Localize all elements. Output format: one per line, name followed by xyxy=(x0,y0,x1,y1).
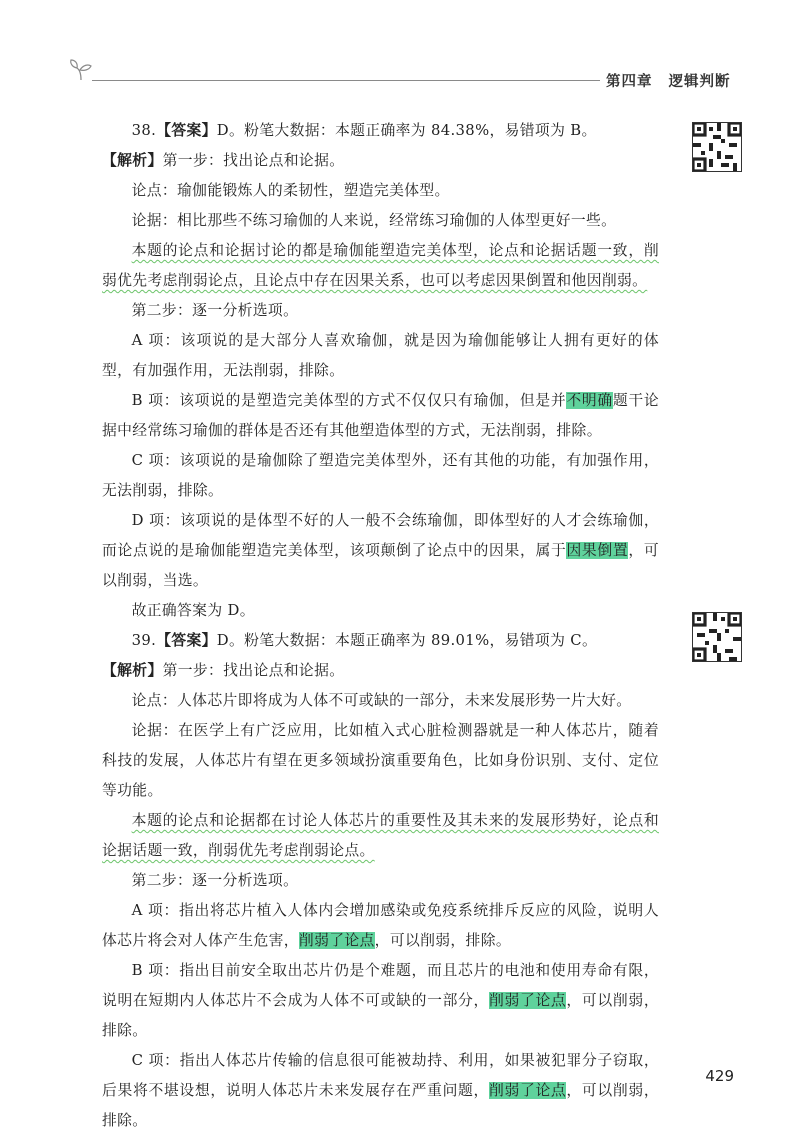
analysis-label: 【解析】 xyxy=(102,152,163,169)
qr-code-icon[interactable] xyxy=(692,122,742,172)
chapter-title: 逻辑判断 xyxy=(668,74,731,90)
q38-claim: 论点：瑜伽能锻炼人的柔韧性，塑造完美体型。 xyxy=(131,182,450,199)
q38-conclusion: 故正确答案为 D。 xyxy=(131,602,255,619)
q39-relation: 本题的论点和论据都在讨论人体芯片的重要性及其未来的发展形势好，论点和论据话题一致，削弱优先考虑削弱论点。 xyxy=(102,812,659,859)
highlight: 因果倒置 xyxy=(566,542,629,559)
q39-claim: 论点：人体芯片即将成为人体不可或缺的一部分，未来发展形势一片大好。 xyxy=(131,692,632,709)
q39-analysis: 【解析】第一步：找出论点和论据。 xyxy=(102,662,345,679)
analysis-label: 【解析】 xyxy=(102,662,163,679)
chapter-number: 第四章 xyxy=(606,74,653,90)
q38-analysis: 【解析】第一步：找出论点和论据。 xyxy=(102,152,345,169)
q38-option-d: D 项：该项说的是体型不好的人一般不会练瑜伽，即体型好的人才会练瑜伽，而论点说的是瑜伽能塑造完美体型，该项颠倒了论点中的因果，属于因果倒置，可以削弱，当选。 xyxy=(102,512,660,589)
q39-option-b: B 项：指出目前安全取出芯片仍是个难题，而且芯片的电池和使用寿命有限，说明在短期内人体芯片不会成为人体不可或缺的一部分，削弱了论点，可以削弱，排除。 xyxy=(102,962,659,1039)
highlight: 削弱了论点 xyxy=(489,992,567,1009)
q38-step2: 第二步：逐一分析选项。 xyxy=(131,302,299,319)
q38-relation: 本题的论点和论据讨论的都是瑜伽能塑造完美体型，论点和论据话题一致，削弱优先考虑削弱论点，且论点中存在因果关系，也可以考虑因果倒置和他因削弱。 xyxy=(102,242,659,289)
highlight: 削弱了论点 xyxy=(489,1082,567,1099)
answer-label: 【答案】 xyxy=(156,632,217,649)
header-rule xyxy=(92,80,600,81)
page-number: 429 xyxy=(705,1067,734,1085)
q38-option-a: A 项：该项说的是大部分人喜欢瑜伽，就是因为瑜伽能够让人拥有更好的体型，有加强作用，无法削弱，排除。 xyxy=(102,332,659,379)
highlight: 不明确 xyxy=(566,392,613,409)
q39-evidence: 论据：在医学上有广泛应用，比如植入式心脏检测器就是一种人体芯片，随着科技的发展，人体芯片有望在更多领域扮演重要角色，比如身份识别、支付、定位等功能。 xyxy=(102,722,659,799)
q38-evidence: 论据：相比那些不练习瑜伽的人来说，经常练习瑜伽的人体型更好一些。 xyxy=(131,212,617,229)
page-content xyxy=(102,116,659,1136)
sprout-icon xyxy=(68,56,94,82)
q39-option-c: C 项：指出人体芯片传输的信息很可能被劫持、利用，如果被犯罪分子窃取，后果将不堪设想，说明人体芯片未来发展存在严重问题，削弱了论点，可以削弱，排除。 xyxy=(102,1052,659,1129)
q38-option-b: B 项：该项说的是塑造完美体型的方式不仅仅只有瑜伽，但是并不明确题干论据中经常练习瑜伽的群体是否还有其他塑造体型的方式，无法削弱，排除。 xyxy=(102,392,659,439)
highlight: 削弱了论点 xyxy=(298,932,375,949)
q39-answer: 39.【答案】D。粉笔大数据：本题正确率为 89.01%，易错项为 C。 xyxy=(131,632,598,649)
q38-option-c: C 项：该项说的是瑜伽除了塑造完美体型外，还有其他的功能，有加强作用，无法削弱，排除。 xyxy=(102,452,659,499)
chapter-header xyxy=(606,70,796,91)
q38-answer: 38.【答案】D。粉笔大数据：本题正确率为 84.38%，易错项为 B。 xyxy=(131,122,597,139)
q39-step2: 第二步：逐一分析选项。 xyxy=(131,872,299,889)
q39-option-a: A 项：指出将芯片植入人体内会增加感染或免疫系统排斥反应的风险，说明人体芯片将会对人体产生危害，削弱了论点，可以削弱，排除。 xyxy=(102,902,659,949)
answer-label: 【答案】 xyxy=(156,122,217,139)
qr-code-icon[interactable] xyxy=(692,612,742,662)
